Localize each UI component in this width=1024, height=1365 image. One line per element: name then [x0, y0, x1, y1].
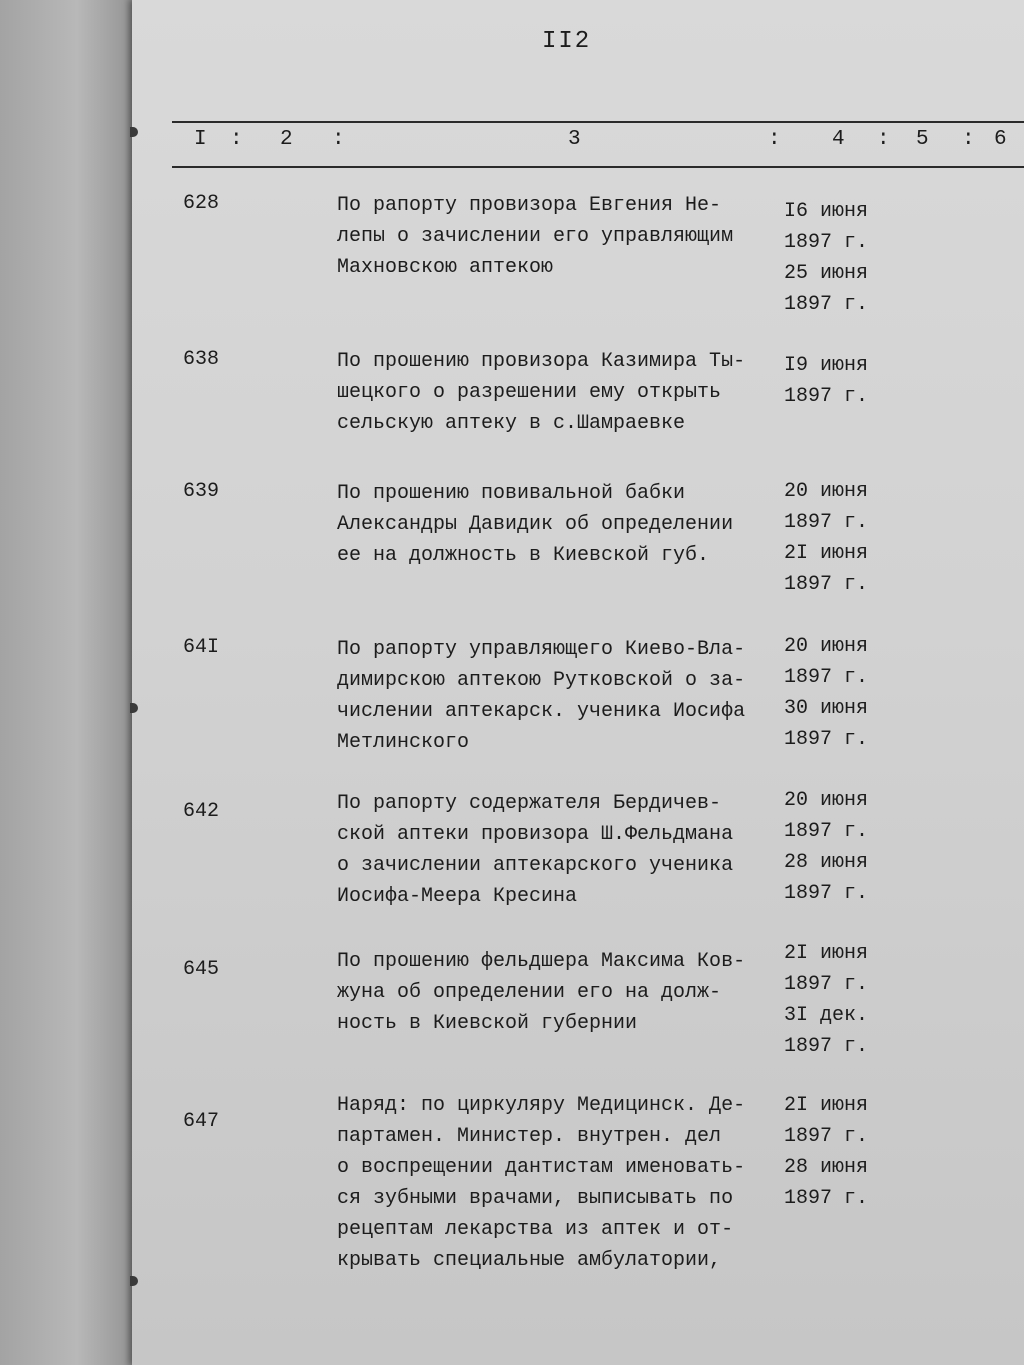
previous-page-edge: [0, 0, 140, 1365]
column-header-1: I: [194, 128, 207, 151]
column-header-6: 6: [994, 128, 1007, 151]
entry-text: По рапорту содержателя Бердичев- ской аптеки провизора Ш.Фельдмана о зачислении аптекарского ученика Иосифа-Меера Кресина: [337, 792, 734, 908]
column-separator: :: [877, 128, 890, 151]
entry-number: 645: [183, 958, 220, 981]
entry-text: По прошению повивальной бабки Александры Давидик об определении ее на должность в Киевской губ.: [337, 482, 734, 567]
header-rule-bottom: [172, 166, 1024, 168]
column-header-4: 4: [832, 128, 845, 151]
column-separator: :: [768, 128, 781, 151]
column-header-5: 5: [916, 128, 929, 151]
entry-text: По рапорту управляющего Киево-Вла- димирскою аптекою Рутковской о за- числении аптекарск. ученика Иосифа Метлинского: [337, 638, 746, 754]
entry-text: Наряд: по циркуляру Медицинск. Де- партамен. Министер. внутрен. дел о воспрещении дантистам именовать- ся зубными врачами, выписывать по рецептам лекарства из аптек и от- крывать специальные амбулатории,: [337, 1094, 746, 1272]
document-page: [132, 0, 1024, 1365]
header-rule-top: [172, 121, 1024, 123]
entry-number: 628: [183, 192, 220, 215]
entry-dates: 20 июня 1897 г. 2I июня 1897 г.: [783, 480, 868, 596]
entry-dates: 20 июня 1897 г. 28 июня 1897 г.: [783, 789, 868, 905]
entry-text: По прошению провизора Казимира Ты- шецкого о разрешении ему открыть сельскую аптеку в с.Шамраевке: [337, 350, 746, 435]
entry-number: 64I: [183, 636, 220, 659]
entry-dates: 2I июня 1897 г. 3I дек. 1897 г.: [783, 942, 868, 1058]
page-number: II2: [542, 28, 592, 55]
entry-dates: I9 июня 1897 г.: [783, 354, 868, 408]
entry-dates: 2I июня 1897 г. 28 июня 1897 г.: [783, 1094, 868, 1210]
column-separator: :: [332, 128, 345, 151]
column-separator: :: [962, 128, 975, 151]
entry-text: По прошению фельдшера Максима Ков- жуна об определении его на долж- ность в Киевской губернии: [337, 950, 746, 1035]
entry-dates: I6 июня 1897 г. 25 июня 1897 г.: [783, 200, 868, 316]
entry-number: 647: [183, 1110, 220, 1133]
entry-text: По рапорту провизора Евгения Не- лепы о зачислении его управляющим Махновскою аптекою: [337, 194, 734, 279]
entry-number: 639: [183, 480, 220, 503]
entry-dates: 20 июня 1897 г. 30 июня 1897 г.: [783, 635, 868, 751]
column-header-2: 2: [280, 128, 293, 151]
entry-number: 638: [183, 348, 220, 371]
column-header-3: 3: [568, 128, 581, 151]
column-separator: :: [230, 128, 243, 151]
entry-number: 642: [183, 800, 220, 823]
